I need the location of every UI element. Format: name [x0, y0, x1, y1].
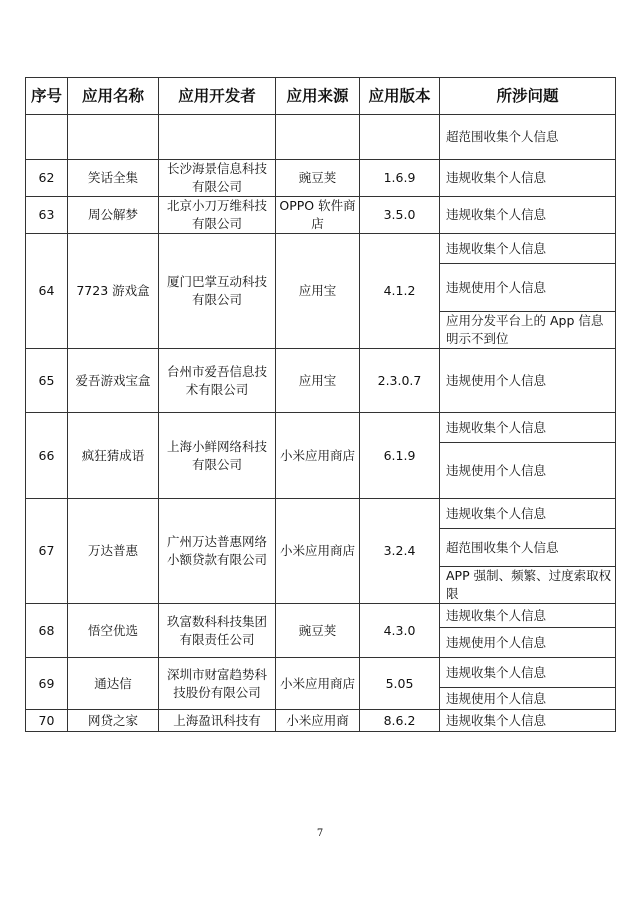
page-number: 7 [316, 828, 324, 839]
cell-no: 62 [26, 160, 68, 197]
header-source: 应用来源 [276, 78, 360, 115]
cell-no: 68 [26, 604, 68, 658]
cell-version: 3.2.4 [360, 499, 440, 604]
cell-developer: 上海盈讯科技有 [159, 710, 276, 732]
cell-no [26, 115, 68, 160]
table-row [26, 499, 616, 529]
cell-developer: 长沙海景信息科技有限公司 [159, 160, 276, 197]
cell-version: 4.1.2 [360, 234, 440, 349]
cell-version: 4.3.0 [360, 604, 440, 658]
cell-developer: 北京小刀万维科技有限公司 [159, 197, 276, 234]
cell-issue: 违规使用个人信息 [440, 264, 616, 312]
cell-developer: 上海小鲜网络科技有限公司 [159, 413, 276, 499]
cell-version: 5.05 [360, 658, 440, 710]
cell-developer: 厦门巴掌互动科技有限公司 [159, 234, 276, 349]
cell-issue: 违规收集个人信息 [440, 160, 616, 197]
cell-source: 豌豆荚 [276, 160, 360, 197]
header-developer: 应用开发者 [159, 78, 276, 115]
cell-issue: 违规使用个人信息 [440, 349, 616, 413]
header-issues: 所涉问题 [440, 78, 616, 115]
cell-version: 3.5.0 [360, 197, 440, 234]
cell-developer: 广州万达普惠网络小额贷款有限公司 [159, 499, 276, 604]
cell-issue: 应用分发平台上的 App 信息明示不到位 [440, 312, 616, 349]
cell-developer: 玖富数科科技集团有限责任公司 [159, 604, 276, 658]
header-app-name: 应用名称 [68, 78, 159, 115]
cell-issue: 违规收集个人信息 [440, 197, 616, 234]
header-no: 序号 [26, 78, 68, 115]
cell-app-name: 通达信 [68, 658, 159, 710]
cell-issue: 违规使用个人信息 [440, 628, 616, 658]
cell-developer: 台州市爱吾信息技术有限公司 [159, 349, 276, 413]
cell-issue: 超范围收集个人信息 [440, 115, 616, 160]
table-body [26, 115, 616, 732]
cell-app-name [68, 115, 159, 160]
cell-developer [159, 115, 276, 160]
header-row [26, 78, 616, 115]
cell-issue: 违规收集个人信息 [440, 710, 616, 732]
header-version: 应用版本 [360, 78, 440, 115]
cell-source: 豌豆荚 [276, 604, 360, 658]
cell-app-name: 悟空优选 [68, 604, 159, 658]
cell-version: 1.6.9 [360, 160, 440, 197]
cell-source: 小米应用商店 [276, 413, 360, 499]
cell-issue: 违规收集个人信息 [440, 499, 616, 529]
cell-source: 小米应用商 [276, 710, 360, 732]
cell-issue: 超范围收集个人信息 [440, 529, 616, 567]
cell-issue: 违规收集个人信息 [440, 413, 616, 443]
cell-no: 67 [26, 499, 68, 604]
cell-app-name: 7723 游戏盒 [68, 234, 159, 349]
cell-app-name: 网贷之家 [68, 710, 159, 732]
cell-issue: 违规收集个人信息 [440, 658, 616, 688]
cell-issue: 违规收集个人信息 [440, 604, 616, 628]
cell-source: 小米应用商店 [276, 499, 360, 604]
cell-no: 65 [26, 349, 68, 413]
cell-source: 小米应用商店 [276, 658, 360, 710]
cell-version: 2.3.0.7 [360, 349, 440, 413]
cell-source: 应用宝 [276, 234, 360, 349]
table-row [26, 658, 616, 688]
cell-app-name: 笑话全集 [68, 160, 159, 197]
cell-source: 应用宝 [276, 349, 360, 413]
cell-issue: APP 强制、频繁、过度索取权限 [440, 567, 616, 604]
cell-app-name: 疯狂猜成语 [68, 413, 159, 499]
table-row [26, 349, 616, 413]
cell-issue: 违规使用个人信息 [440, 443, 616, 499]
cell-app-name: 周公解梦 [68, 197, 159, 234]
cell-app-name: 万达普惠 [68, 499, 159, 604]
table-row [26, 234, 616, 264]
table-row [26, 197, 616, 234]
cell-source: OPPO 软件商店 [276, 197, 360, 234]
table-row [26, 115, 616, 160]
table-row [26, 604, 616, 628]
table-row [26, 160, 616, 197]
cell-no: 63 [26, 197, 68, 234]
cell-no: 64 [26, 234, 68, 349]
cell-version: 6.1.9 [360, 413, 440, 499]
cell-no: 66 [26, 413, 68, 499]
cell-app-name: 爱吾游戏宝盒 [68, 349, 159, 413]
cell-no: 69 [26, 658, 68, 710]
table-row [26, 413, 616, 443]
cell-version [360, 115, 440, 160]
cell-issue: 违规使用个人信息 [440, 688, 616, 710]
cell-source [276, 115, 360, 160]
cell-no: 70 [26, 710, 68, 732]
table-row [26, 710, 616, 732]
cell-version: 8.6.2 [360, 710, 440, 732]
app-issues-table [25, 77, 616, 732]
cell-developer: 深圳市财富趋势科技股份有限公司 [159, 658, 276, 710]
cell-issue: 违规收集个人信息 [440, 234, 616, 264]
